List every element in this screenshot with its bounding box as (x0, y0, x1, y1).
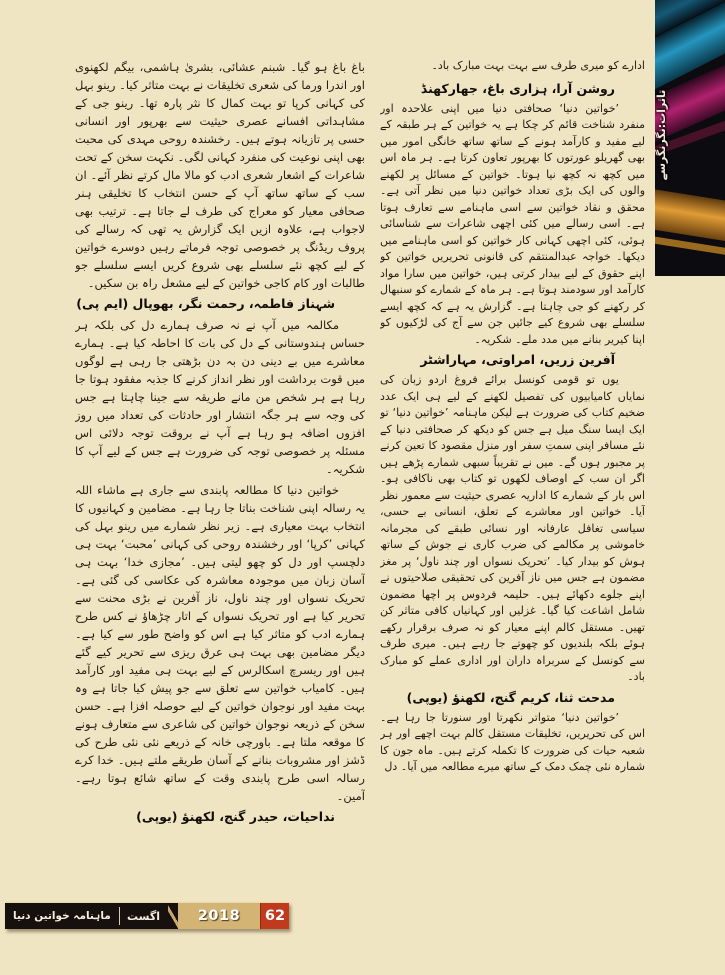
author-location: ، کریم گنج، لکھنؤ (یوپی) (406, 689, 559, 705)
letters-content (75, 58, 645, 898)
author-name: شہناز فاطمہ (253, 296, 335, 311)
letter-paragraph: مکالمہ میں آپ نے نہ صرف ہمارے دل کی بلکہ ہر حساس ہندوستانی کے دل کی بات کا احاطہ کیا ہے۔ ہمارے معاشرے میں بے دینی دن بہ دن بڑھتی جا رہی ہے لوگوں میں قوت برداشت اور نظر انداز کرنے کا جذبہ مفقود ہوتا جا رہا ہے ہر شخص من مانے طریقہ سے جینا چاہتا ہے جس کی وجہ سے ہر جگہ انتشار اور حادثات کی تعداد میں روز افزوں اضافہ ہو رہا ہے آپ نے بروقت توجہ دلائی اس مسئلہ پر خصوصی توجہ کی ضرورت ہے جس کے لیے آپ کا شکریہ۔ (75, 318, 365, 476)
letter-paragraph: باغ باغ ہو گیا۔ شبنم عشائی، بشریٰ ہاشمی، بیگم لکھنوی اور اندرا ورما کی شعری تخلیقات نے بہت متاثر کیا۔ رینو بہل کی کہانی کرپا تو بہت کمال کا نثر پارہ تھا۔ رینو جی کے مشاہداتی افسانے عصری حیثیت سے بھرپور اور انسانی حسی پر تازیانہ ہوتے ہیں۔ رخشندہ روحی مہدی کی محبت بھی اپنی نوعیت کی منفرد کہانی لگی۔ نکہت سخن کے تحت شاعرات کے اشعار شعری ادب کو مالا مال کرتے نظر آئے۔ ان سب کے ساتھ ساتھ آپ کے حسن انتخاب کا تخلیقی ہنر صحافی معیار کو معراج کی طرف لے جاتا ہے۔ ترتیب بھی لاجواب ہے، علاوہ ازیں ایک گزارش یہ تھی کہ رسالے کی پروف ریڈنگ پر خصوصی توجہ فرماتے رہیں دوسرے خواتین کے لیے کچھ نئے سلسلے بھی شروع کریں ایسے سلسلے جو طالبات اور کام کاجی خواتین کے لیے مشعل راہ بن سکیں۔ (75, 60, 365, 290)
author-name: مدحت ثنا (558, 689, 615, 705)
letter-paragraph: یوں تو قومی کونسل برائے فروغ اردو زبان کی نمایاں کامیابیوں کی تفصیل لکھنے کے لیے ہی ایک عدد ضخیم کتاب کی ضرورت ہے لیکن ماہنامہ ’خواتین دنیا‘ تو ایک ایسا سنگ میل ہے جس کو دیکھ کر صحافتی دنیا کے نئے مسافر اپنی سمتِ سفر اور منزل مقصود کا تعین کرنے پر مجبور ہوں گے۔ میں نے تقریباً سبھی شمارے پڑھے ہیں اگر ان سب کے اوصاف لکھوں تو کتاب بھی ناکافی ہو۔ اس بار کے شمارے کا اداریہ عصری حیثیت سے معمور نظر آیا۔ خواتین اور معاشرے کے تعلق، انسانی بے حسی، سیاسی تغافل عارفانہ اور نسائی طبقے کی مجرمانہ خاموشی پر مکالمے کی ضرب کاری نے جوش کے ساتھ ہوش کو بیدار کیا۔ ’تحریک نسواں اور چند ناول‘ پر مغز مضمون ہے جس میں ناز آفرین کی تحقیقی صلاحیتوں نے اپنے جلوے دکھائے ہیں۔ حلیمہ فردوس پر اچھا مضمون شامل اشاعت کیا گیا۔ غزلیں اور کہانیاں کافی متاثر کن تھیں۔ مستقل کالم اپنے معیار کو نہ صرف برقرار رکھے ہوئے بلکہ بلندیوں کو چھوتے جا رہے ہیں۔ میری طرف سے کونسل کے سربراہ داران اور اداری عملے کو مبارک باد۔ (380, 373, 645, 683)
letter-paragraph: خواتین دنیا کا مطالعہ پابندی سے جاری ہے ماشاء اللہ یہ رسالہ اپنی شناخت بناتا جا رہا ہے۔ مضامین و کہانیوں کا انتخاب بہت معیاری ہے۔ زیر نظر شمارے میں رینو بہل کی کہانی ’کرپا‘ اور رخشندہ روحی کی کہانی ’محبت‘ بہت ہی دلچسپ اور دل کو چھو لیتی ہیں۔ ’مجازی خدا‘ بہت ہی آسان زبان میں موجودہ معاشرہ کی عکاسی کی گئی ہے۔ تحریک نسواں اور چند ناول، ناز آفرین نے بڑی محنت سے تحریر کیا ہے اور تحریک نسواں کے اتار چڑھاؤ نے کس طرح ہمارے ادب کو متاثر کیا ہے اس کو واضح طور سے کیا ہے۔ دیگر مضامین بھی بہت ہی عرق ریزی سے تحریر کیے گئے ہیں اور ریسرچ اسکالرس کے لیے بہت ہی مفید اور کارآمد ہیں۔ کامیاب خواتین سے تعلق سے جو پیش کیا جاتا ہے وہ بہت مفید اور نوجوان خواتین کے لیے حوصلہ افزا ہے۔ حسن سخن کے ذریعہ نوجوان خواتین کی شاعری سے متعارف ہونے کا موقعہ ملتا ہے۔ باورچی خانہ کے ذریعے نئی نئی طرح کی ڈشز اور مشروبات بنانے کے آسان طریقے ملتے ہیں۔ خدا کرے رسالہ اسی طرح پابندی وقت کے ساتھ شائع ہوتا رہے۔ آمین۔ (75, 483, 365, 803)
letter-author-heading (380, 80, 615, 98)
footer-month: اگست (127, 909, 161, 923)
author-name: نداحیات (287, 809, 335, 824)
author-location: ، رحمت نگر، بھوپال (ایم پی) (76, 296, 254, 311)
issue-footer-bar (5, 902, 289, 929)
letter-closing-line: ادارے کو میری طرف سے بہت بہت مبارک باد۔ (431, 59, 645, 72)
letter-paragraph: ’خواتین دنیا‘ متواتر نکھرتا اور سنورتا جا رہا ہے۔ اس کی تحریریں، تخلیقات مستقل کالم بہت اچھے اور ہر شعبہ حیات کی ضرورت کا تکملہ کرتے ہیں۔ ماہ جون کا شمارہ نئی چمک دمک کے ساتھ میرے مطالعہ میں آیا۔ دل (380, 710, 645, 773)
footer-magazine-title: ماہنامہ خواتین دنیا (13, 910, 111, 922)
footer-black-segment (5, 903, 178, 929)
diagonal-stripes-decoration (168, 903, 178, 929)
author-name: روشن آرا (556, 80, 615, 96)
column-first (380, 58, 645, 898)
letter-author-heading (75, 808, 335, 826)
author-location: ، حیدر گنج، لکھنؤ (یوپی) (136, 809, 288, 824)
author-location: ، امراوتی، مہاراشٹر (420, 352, 545, 367)
column-second (75, 58, 365, 898)
section-title-vertical: تاثرات:نگرنگرسے (655, 89, 668, 181)
letter-paragraph: ’خواتین دنیا‘ صحافتی دنیا میں اپنی علاحدہ اور منفرد شناخت قائم کر چکا ہے یہ خواتین کے ہر طبقہ کے لیے مفید و کارآمد ہونے کے ساتھ ساتھ خانگی امور میں بھی گھریلو عورتوں کا بھرپور تعاون کرتا ہے۔ ہر ماہ اس میں کچھ نہ کچھ نیا ہوتا۔ خواتین کے مسائل پر لکھنے والوں کی ایک بڑی تعداد خواتین دنیا میں نظر آتی ہے۔ محقق و نقاد خواتین سے اسی ماہنامے سے تعارف ہوتا ہے۔ اسی رسالے میں کئی اچھی شاعرات سے شناسائی ہوئی، کئی اچھی کہانی کار خواتین کو اسی ماہنامے میں دیکھا۔ خواجہ عبدالمنتقم کی قانونی تحریریں خواتین کو اپنے حقوق کے لیے بیدار کرتی ہیں، خواتین میں سارا مواد کارآمد اور سودمند ہوتا ہے۔ ہر ماہ کے شمارے کو سنبھال کر رکھنے کو جی چاہتا ہے۔ گزارش یہ ہے کہ کچھ ایسے سلسلے بھی شروع کیے جائیں جن سے آج کی لڑکیوں کو اپنا کیریر بنانے میں مدد ملے۔ شکریہ۔ (380, 101, 645, 346)
letter-author-heading (380, 351, 615, 369)
decorative-corner-art (655, 0, 725, 276)
letter-author-heading (380, 689, 615, 707)
author-location: ، ہزاری باغ، جھارکھنڈ (420, 80, 557, 96)
author-name: آفرین زریں (544, 352, 615, 367)
footer-page-number: 62 (260, 903, 289, 929)
letter-author-heading (75, 295, 335, 313)
footer-year: 2018 (178, 903, 260, 929)
